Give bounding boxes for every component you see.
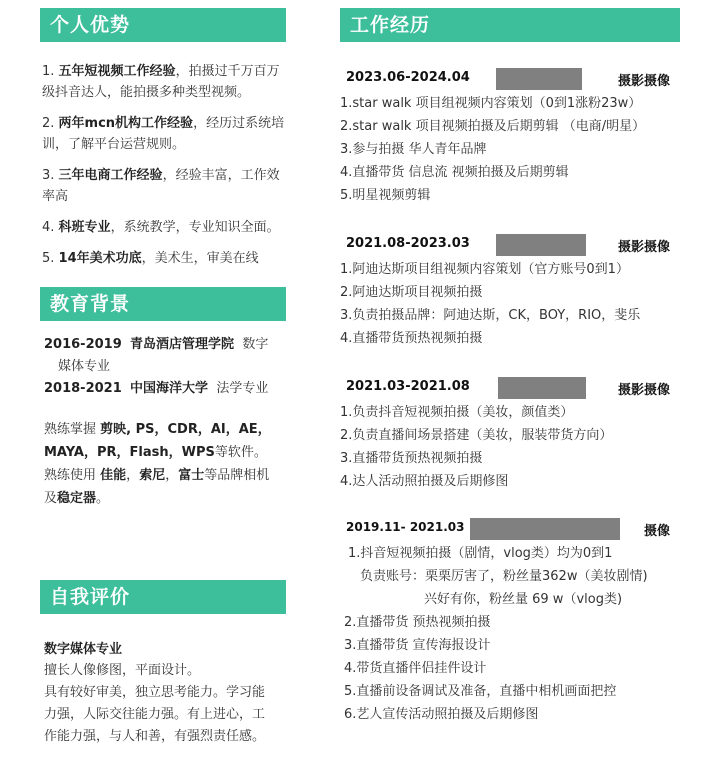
- brand-canon: 佳能: [100, 468, 127, 483]
- brand-fuji: 富士: [178, 468, 205, 483]
- edu-school: 青岛酒店管理学院: [130, 337, 235, 352]
- job-date: 2021.08-2023.03: [346, 236, 470, 251]
- edu-school: 中国海洋大学: [130, 381, 209, 396]
- item-number: 2.: [42, 116, 55, 131]
- item-text: ，经验丰富，工作效率高: [42, 168, 280, 204]
- job-line: 2.star walk 项目视频拍摄及后期剪辑 （电商/明星）: [340, 119, 646, 134]
- camera-skills: [44, 464, 286, 510]
- item-text: ，经历过系统培训，了解平台运营规则。: [42, 116, 285, 152]
- job-line: 5.明星视频剪辑: [340, 188, 431, 203]
- advantage-title: 个人优势: [50, 14, 131, 36]
- sep: ，: [126, 468, 140, 483]
- job-line: 6.艺人宣传活动照拍摄及后期修图: [344, 707, 539, 722]
- item-highlight: 五年短视频工作经验: [58, 64, 176, 79]
- job-line: 4.直播带货 信息流 视频拍摄及后期剪辑: [340, 165, 569, 180]
- experience-title: 工作经历: [350, 14, 431, 36]
- skills-software: 剪映, PS，CDR，AI，AE，: [100, 422, 271, 437]
- edu-major: 数字: [242, 337, 269, 352]
- skills-prefix: 熟练掌握: [44, 422, 97, 437]
- job-line: 5.直播前设备调试及准备，直播中相机画面把控: [344, 684, 617, 699]
- job-entry: [340, 518, 680, 726]
- camera-mid: 等品牌相机: [204, 468, 270, 483]
- self-eval-heading: 数字媒体专业: [44, 642, 123, 657]
- job-role: 摄影摄像: [617, 74, 670, 89]
- job-role: 摄影摄像: [617, 240, 670, 255]
- right-column: [340, 8, 680, 722]
- job-role: 摄影摄像: [617, 383, 670, 398]
- brand-sony: 索尼: [139, 468, 166, 483]
- redacted-company: [498, 377, 586, 399]
- self-eval-title: 自我评价: [50, 586, 131, 608]
- self-eval-line: 具有较好审美，独立思考能力。学习能: [44, 685, 266, 700]
- item-number: 3.: [42, 168, 55, 183]
- job-line: 2.阿迪达斯项目视频拍摄: [340, 285, 483, 300]
- edu-years: 2018-2021: [44, 381, 122, 396]
- advantage-item: [42, 217, 286, 238]
- item-number: 5.: [42, 251, 55, 266]
- job-date: 2021.03-2021.08: [346, 379, 470, 394]
- software-skills: [44, 418, 286, 464]
- skills-suffix: 等软件。: [214, 445, 267, 460]
- redacted-company: [470, 518, 620, 540]
- camera-prefix: 熟练使用: [44, 468, 97, 483]
- item-number: 4.: [42, 220, 55, 235]
- job-line: 2.负责直播间场景搭建（美妆，服装带货方向）: [340, 428, 613, 443]
- advantage-item: [42, 248, 286, 269]
- job-line: 4.达人活动照拍摄及后期修图: [340, 474, 509, 489]
- job-line: 1.负责抖音短视频拍摄（美妆，颜值类）: [340, 405, 574, 420]
- job-line: 3.直播带货预热视频拍摄: [340, 451, 483, 466]
- advantage-list: [40, 42, 286, 269]
- redacted-company: [496, 68, 582, 90]
- job-line: 兴好有你，粉丝量 69 w（vlog类): [424, 592, 623, 607]
- stabilizer: 稳定器: [57, 491, 97, 506]
- item-highlight: 三年电商工作经验: [58, 168, 163, 183]
- item-highlight: 两年mcn机构工作经验: [58, 116, 194, 131]
- education-row: [44, 334, 286, 356]
- job-date: 2019.11- 2021.03: [346, 520, 465, 534]
- education-list: [40, 321, 286, 510]
- advantage-item: [42, 165, 286, 207]
- job-header: [340, 234, 680, 258]
- edu-major-cont: 媒体专业: [58, 359, 111, 374]
- job-date: 2023.06-2024.04: [346, 70, 470, 85]
- job-entry: [340, 234, 680, 350]
- self-eval-body: [44, 640, 290, 748]
- education-row-cont: [44, 356, 286, 378]
- job-entry: [340, 377, 680, 493]
- job-header: [340, 68, 680, 92]
- education-row: [44, 378, 286, 400]
- job-line: 4.直播带货预热视频拍摄: [340, 331, 483, 346]
- job-line: 1.star walk 项目组视频内容策划（0到1涨粉23w）: [340, 96, 642, 111]
- edu-major: 法学专业: [216, 381, 269, 396]
- camera-line2-prefix: 及: [44, 491, 58, 506]
- camera-end: 。: [96, 491, 110, 506]
- item-highlight: 14年美术功底: [58, 251, 142, 266]
- self-eval-line: 擅长人像修图，平面设计。: [44, 663, 201, 678]
- skills-software-cont: MAYA，PR，Flash，WPS: [44, 445, 215, 460]
- job-line: 3.负责拍摄品牌：阿迪达斯，CK，BOY，RIO，斐乐: [340, 308, 641, 323]
- self-eval-banner: [40, 580, 286, 614]
- job-line: 3.参与拍摄 华人青年品牌: [340, 142, 487, 157]
- job-header: [340, 518, 680, 542]
- left-column: [40, 8, 286, 744]
- item-text: ，拍摄过千万百万级抖音达人，能拍摄多种类型视频。: [42, 64, 280, 100]
- education-banner: [40, 287, 286, 321]
- advantage-banner: [40, 8, 286, 42]
- self-eval-line: 力强，人际交往能力强。有上进心，工: [44, 707, 266, 722]
- sep: ，: [165, 468, 179, 483]
- job-line: 4.带货直播伴侣挂件设计: [344, 661, 487, 676]
- job-role: 摄像: [643, 524, 670, 539]
- redacted-company: [496, 234, 586, 256]
- advantage-item: [42, 61, 286, 103]
- item-text: ，系统教学，专业知识全面。: [110, 220, 280, 235]
- job-line: 3.直播带货 宣传海报设计: [344, 638, 491, 653]
- job-line: 1.阿迪达斯项目组视频内容策划（官方账号0到1）: [340, 262, 629, 277]
- item-number: 1.: [42, 64, 55, 79]
- edu-years: 2016-2019: [44, 337, 122, 352]
- item-text: ，美术生，审美在线: [141, 251, 259, 266]
- job-entry: [340, 68, 680, 207]
- item-highlight: 科班专业: [58, 220, 111, 235]
- job-line: 1.抖音短视频拍摄（剧情，vlog类）均为0到1: [348, 546, 613, 561]
- job-line: 负责账号：栗栗厉害了，粉丝量362w（美妆剧情): [360, 569, 648, 584]
- job-line: 2.直播带货 预热视频拍摄: [344, 615, 491, 630]
- education-title: 教育背景: [50, 293, 131, 315]
- self-eval-line: 作能力强，与人和善，有强烈责任感。: [44, 729, 266, 744]
- advantage-item: [42, 113, 286, 155]
- experience-banner: [340, 8, 680, 42]
- job-header: [340, 377, 680, 401]
